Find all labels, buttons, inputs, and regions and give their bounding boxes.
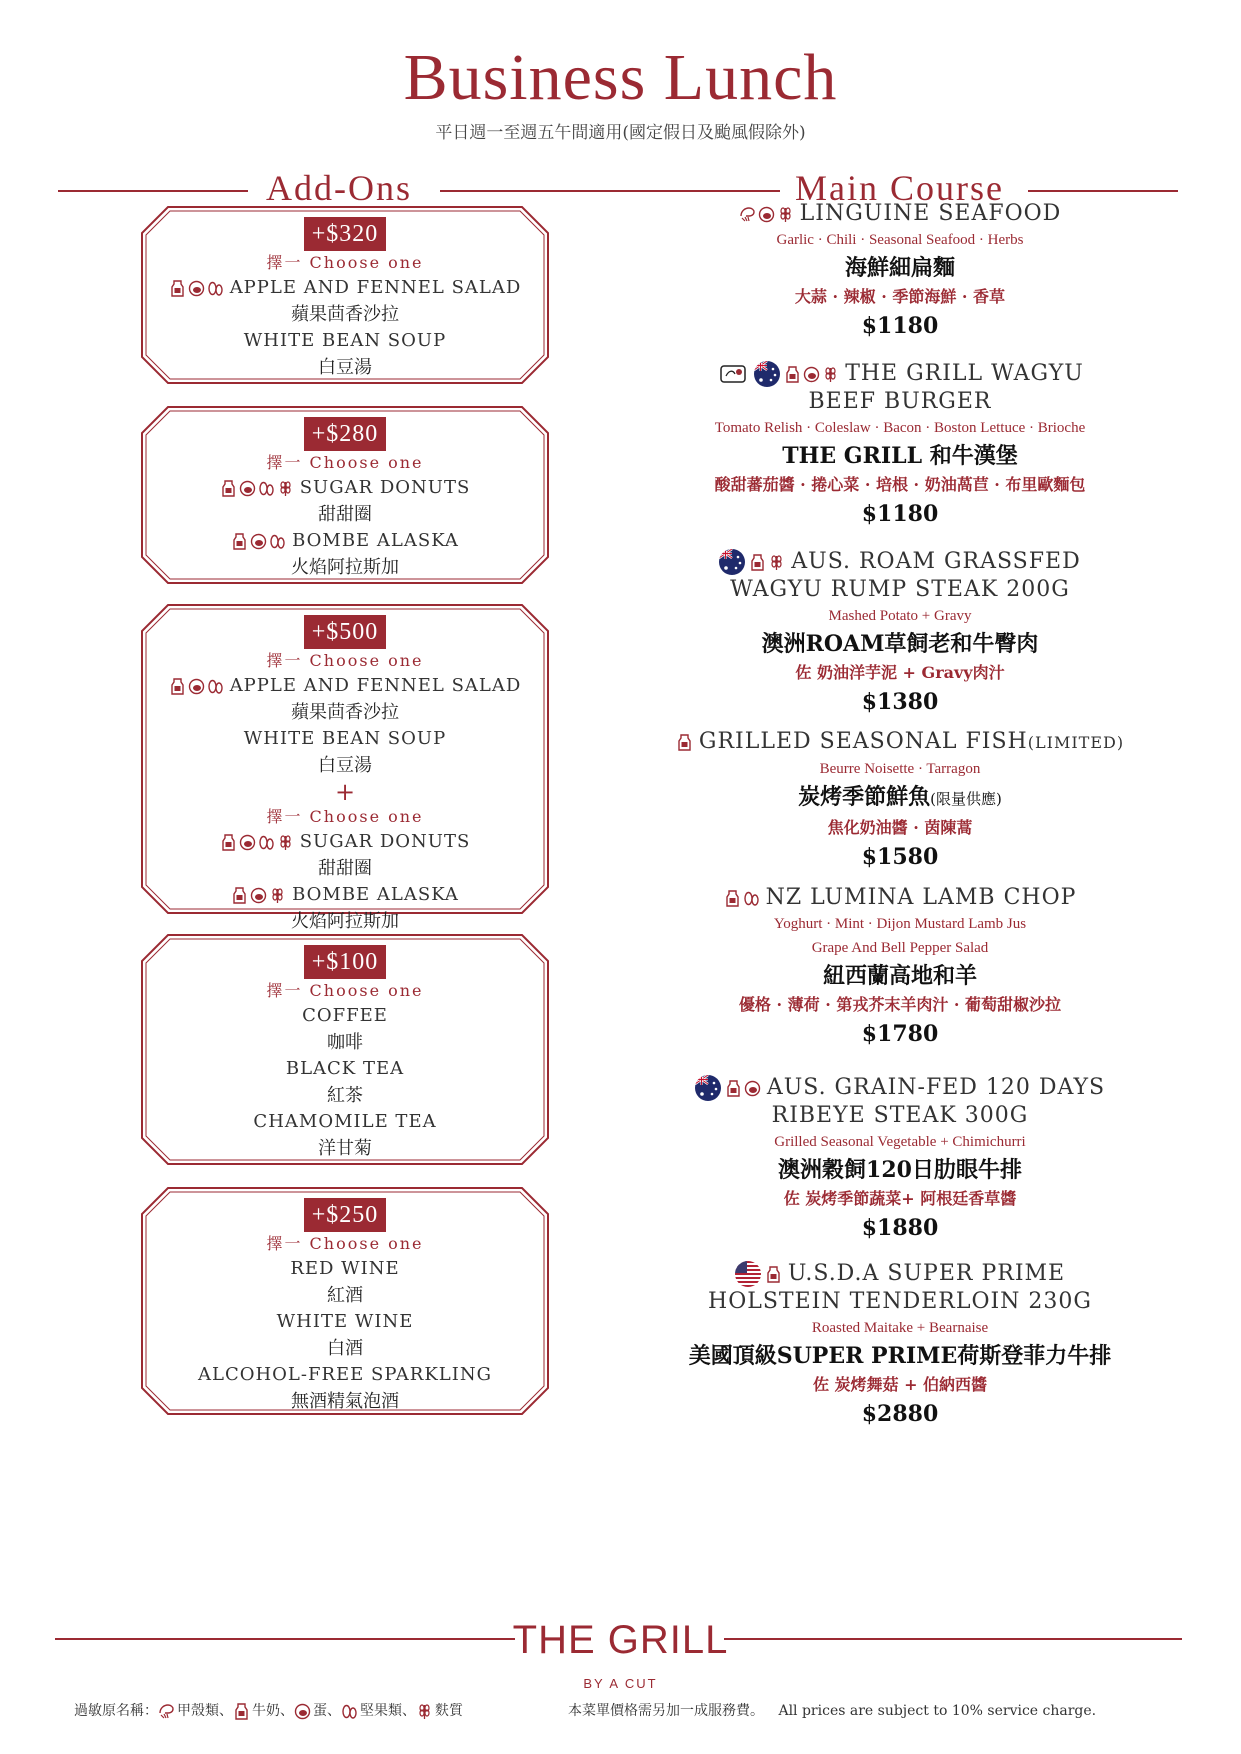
addon-item-zh: 咖啡 xyxy=(327,1032,363,1053)
dish-name-en-text: NZ LUMINA LAMB CHOP xyxy=(765,885,1077,910)
addon-item-en-text: BOMBE ALASKA xyxy=(292,530,459,551)
main-course-item xyxy=(630,1260,1170,1430)
addon-item-zh: 蘋果茴香沙拉 xyxy=(291,304,399,325)
addon-price: +$320 xyxy=(304,217,387,251)
allergen-icons xyxy=(765,1260,784,1288)
milk-icon xyxy=(233,1703,250,1720)
dish-description-en: Beurre Noisette · Tarragon xyxy=(819,761,981,777)
egg-icon xyxy=(758,206,775,223)
dish-description-en: Grape And Bell Pepper Salad xyxy=(811,940,989,956)
allergen-icons xyxy=(749,548,787,576)
dish-name-en xyxy=(630,1074,1170,1102)
dish-description-en: Tomato Relish · Coleslaw · Bacon · Boston Lettuce · Brioche xyxy=(714,420,1086,436)
dish-name-zh-text: 澳洲ROAM草飼老和牛臀肉 xyxy=(761,631,1039,657)
divider-line xyxy=(1028,190,1178,192)
usa-flag xyxy=(735,1261,761,1287)
addon-item-en xyxy=(140,1256,550,1282)
gluten-icon xyxy=(416,1703,433,1720)
choose-one-label: 擇一 Choose one xyxy=(266,253,424,272)
dish-price: $1780 xyxy=(861,1021,939,1047)
dish-price: $2880 xyxy=(861,1401,939,1427)
addon-item-en-text: COFFEE xyxy=(302,1005,388,1026)
logo-sub-text: BY A CUT xyxy=(583,1676,658,1691)
allergen-icons xyxy=(725,1074,763,1102)
main-course-heading: Main Course xyxy=(795,168,1004,208)
dish-price: $1580 xyxy=(861,844,939,870)
addon-item-en xyxy=(140,1309,550,1335)
addon-box xyxy=(140,205,550,385)
australia-flag xyxy=(695,1075,721,1101)
allergen-icons xyxy=(231,882,288,908)
dish-name-zh-text: 澳洲穀飼120日肋眼牛排 xyxy=(778,1157,1022,1183)
limited-note: (LIMITED) xyxy=(1027,733,1125,752)
dish-description-zh: 佐 炭烤季節蔬菜+ 阿根廷香草醬 xyxy=(783,1189,1017,1208)
egg-icon xyxy=(239,480,256,497)
nut-icon xyxy=(207,280,224,297)
milk-icon xyxy=(220,834,237,851)
dish-name-en-text: LINGUINE SEAFOOD xyxy=(799,201,1062,226)
addon-item-en-text: BOMBE ALASKA xyxy=(292,884,459,905)
addon-box xyxy=(140,405,550,585)
allergen-icons xyxy=(724,884,762,912)
allergen-nut-label: 堅果類、 xyxy=(360,1703,416,1719)
dish-name-en xyxy=(630,884,1170,912)
dish-description-zh: 優格 · 薄荷 · 第戎芥末羊肉汁 · 葡萄甜椒沙拉 xyxy=(738,995,1062,1014)
dish-name-en xyxy=(630,1260,1170,1288)
addon-item-en xyxy=(140,1109,550,1135)
dish-name-zh-text: 美國頂級SUPER PRIME荷斯登菲力牛排 xyxy=(688,1343,1112,1369)
main-course-item xyxy=(630,728,1170,873)
dish-name-en-text: AUS. ROAM GRASSFED xyxy=(791,549,1081,574)
dish-name-zh xyxy=(630,960,1170,992)
plus-sign: + xyxy=(334,778,356,806)
addon-item-zh: 蘋果茴香沙拉 xyxy=(291,702,399,723)
milk-icon xyxy=(169,678,186,695)
logo-main-text: THE GRILL xyxy=(512,1618,729,1662)
addon-item-en xyxy=(140,673,550,699)
brand-logo xyxy=(0,1618,1241,1691)
egg-icon xyxy=(239,834,256,851)
dish-description-en: Mashed Potato + Gravy xyxy=(828,608,972,624)
addon-item-en-text: SUGAR DONUTS xyxy=(299,831,471,852)
signature-badge xyxy=(716,361,750,387)
choose-one-label: 擇一 Choose one xyxy=(266,981,424,1000)
addon-item-zh: 洋甘菊 xyxy=(318,1138,372,1159)
dish-name-zh-text: 紐西蘭高地和羊 xyxy=(822,963,977,989)
egg-icon xyxy=(250,533,267,550)
page-title: Business Lunch xyxy=(403,41,838,114)
addon-item-zh: 紅酒 xyxy=(327,1285,363,1306)
dish-name-en-text: U.S.D.A SUPER PRIME xyxy=(787,1261,1066,1286)
dish-name-zh xyxy=(630,1154,1170,1186)
limited-note-zh: (限量供應) xyxy=(930,790,1002,808)
dish-name-zh xyxy=(630,628,1170,660)
dish-name-en xyxy=(630,360,1170,388)
addon-item-en-text: ALCOHOL-FREE SPARKLING xyxy=(198,1364,492,1385)
milk-icon xyxy=(220,480,237,497)
milk-icon xyxy=(724,890,741,907)
main-course-item xyxy=(630,884,1170,1050)
nut-icon xyxy=(258,480,275,497)
addon-item-zh: 火焰阿拉斯加 xyxy=(291,557,399,578)
dish-description-zh: 佐 炭烤舞菇 + 伯納西醬 xyxy=(812,1375,988,1394)
addon-item-en xyxy=(140,726,550,752)
main-course-item xyxy=(630,548,1170,718)
addon-item-en xyxy=(140,882,550,908)
dish-name-zh xyxy=(630,252,1170,284)
dish-name-en-text: RIBEYE STEAK 300G xyxy=(771,1103,1029,1128)
dish-description-en: Yoghurt · Mint · Dijon Mustard Lamb Jus xyxy=(773,916,1027,932)
addon-item-zh: 甜甜圈 xyxy=(318,504,372,525)
addon-item-en xyxy=(140,528,550,554)
dish-name-en-text: BEEF BURGER xyxy=(808,389,992,414)
dish-name-en xyxy=(630,576,1170,604)
dish-price: $1880 xyxy=(861,1215,939,1241)
gluten-icon xyxy=(777,206,794,223)
egg-icon xyxy=(744,1080,761,1097)
milk-icon xyxy=(231,533,248,550)
nut-icon xyxy=(743,890,760,907)
addon-price: +$250 xyxy=(304,1198,387,1232)
milk-icon xyxy=(676,734,693,751)
milk-icon xyxy=(784,366,801,383)
addon-item-en xyxy=(140,829,550,855)
dish-description-en: Grilled Seasonal Vegetable + Chimichurri xyxy=(774,1134,1026,1150)
milk-icon xyxy=(169,280,186,297)
addon-item-en xyxy=(140,475,550,501)
dish-description-en: Garlic · Chili · Seasonal Seafood · Herbs xyxy=(776,232,1024,248)
shellfish-icon xyxy=(739,206,756,223)
nut-icon xyxy=(207,678,224,695)
nut-icon xyxy=(269,533,286,550)
dish-name-en-text: WAGYU RUMP STEAK 200G xyxy=(730,577,1070,602)
main-course-item xyxy=(630,200,1170,342)
dish-description-zh: 佐 奶油洋芋泥 + Gravy肉汁 xyxy=(795,663,1005,682)
allergen-icons xyxy=(784,360,841,388)
dish-name-en xyxy=(630,548,1170,576)
dish-name-en xyxy=(630,728,1170,757)
milk-icon xyxy=(725,1080,742,1097)
allergen-icons xyxy=(169,673,226,699)
addons-heading: Add-Ons xyxy=(266,168,412,208)
allergen-gluten-label: 麩質 xyxy=(435,1703,463,1719)
addon-item-en xyxy=(140,328,550,354)
divider-line xyxy=(440,190,780,192)
main-course-item xyxy=(630,1074,1170,1244)
dish-name-en xyxy=(630,200,1170,228)
australia-flag xyxy=(719,549,745,575)
nut-icon xyxy=(341,1703,358,1720)
addon-item-en xyxy=(140,1003,550,1029)
dish-name-zh-text: 海鮮細扁麵 xyxy=(844,255,955,281)
dish-name-zh-text: THE GRILL 和牛漢堡 xyxy=(782,443,1018,469)
allergen-milk-label: 牛奶、 xyxy=(252,1703,294,1719)
choose-one-label: 擇一 Choose one xyxy=(266,1234,424,1253)
dish-name-zh-text: 炭烤季節鮮魚 xyxy=(798,784,931,810)
service-charge-note xyxy=(568,1700,1096,1720)
service-charge-en: All prices are subject to 10% service charge. xyxy=(778,1703,1097,1719)
allergen-icons xyxy=(220,475,296,501)
dish-name-en xyxy=(630,388,1170,416)
shellfish-icon xyxy=(158,1703,175,1720)
main-course-item xyxy=(630,360,1170,530)
allergen-icons xyxy=(169,275,226,301)
milk-icon xyxy=(231,887,248,904)
addon-price: +$280 xyxy=(304,417,387,451)
australia-flag xyxy=(754,361,780,387)
service-charge-zh: 本菜單價格需另加一成服務費。 xyxy=(568,1703,764,1719)
gluten-icon xyxy=(269,887,286,904)
choose-one-label: 擇一 Choose one xyxy=(266,807,424,826)
addon-item-en xyxy=(140,1056,550,1082)
dish-description-en: Roasted Maitake + Bearnaise xyxy=(811,1320,989,1336)
addon-item-en-text: WHITE WINE xyxy=(276,1311,414,1332)
egg-icon xyxy=(250,887,267,904)
allergen-shellfish-label: 甲殼類、 xyxy=(177,1703,233,1719)
addon-box xyxy=(140,603,550,932)
allergen-legend xyxy=(74,1700,463,1720)
egg-icon xyxy=(188,678,205,695)
addon-item-zh: 白酒 xyxy=(327,1338,363,1359)
addon-item-en xyxy=(140,275,550,301)
addon-item-zh: 白豆湯 xyxy=(318,755,372,776)
dish-price: $1180 xyxy=(861,501,939,527)
addon-item-en-text: RED WINE xyxy=(290,1258,400,1279)
addon-price: +$100 xyxy=(304,945,387,979)
addon-item-zh: 火焰阿拉斯加 xyxy=(291,911,399,932)
dish-name-en-text: AUS. GRAIN-FED 120 DAYS xyxy=(766,1075,1106,1100)
addon-item-en-text: WHITE BEAN SOUP xyxy=(243,330,447,351)
allergen-icons xyxy=(739,200,796,228)
egg-icon xyxy=(294,1703,311,1720)
dish-name-en-text: GRILLED SEASONAL FISH xyxy=(698,729,1028,754)
dish-description-zh: 大蒜 · 辣椒 · 季節海鮮 · 香草 xyxy=(794,287,1006,306)
addon-item-en-text: BLACK TEA xyxy=(285,1058,405,1079)
addon-box xyxy=(140,933,550,1166)
gluten-icon xyxy=(277,480,294,497)
choose-one-label: 擇一 Choose one xyxy=(266,651,424,670)
dish-name-zh xyxy=(630,1340,1170,1372)
dish-description-zh: 酸甜蕃茄醬 · 捲心菜 · 培根 · 奶油萵苣 · 布里歐麵包 xyxy=(714,475,1086,494)
allergen-icons xyxy=(676,728,695,756)
allergen-icons xyxy=(231,528,288,554)
addon-item-en-text: CHAMOMILE TEA xyxy=(253,1111,437,1132)
addon-item-zh: 紅茶 xyxy=(327,1085,363,1106)
dish-name-en xyxy=(630,1288,1170,1316)
gluten-icon xyxy=(768,554,785,571)
dish-name-zh xyxy=(630,440,1170,472)
divider-line xyxy=(58,190,248,192)
egg-icon xyxy=(188,280,205,297)
addon-item-zh: 甜甜圈 xyxy=(318,858,372,879)
dish-name-en-text: HOLSTEIN TENDERLOIN 230G xyxy=(708,1289,1092,1314)
page-subtitle: 平日週一至週五午間適用(國定假日及颱風假除外) xyxy=(435,123,806,143)
dish-name-en-text: THE GRILL WAGYU xyxy=(845,361,1084,386)
addon-item-zh: 白豆湯 xyxy=(318,357,372,378)
nut-icon xyxy=(258,834,275,851)
addon-item-en-text: APPLE AND FENNEL SALAD xyxy=(229,675,522,696)
egg-icon xyxy=(803,366,820,383)
dish-name-zh xyxy=(630,781,1170,815)
addon-box xyxy=(140,1186,550,1416)
gluten-icon xyxy=(822,366,839,383)
addon-item-en-text: APPLE AND FENNEL SALAD xyxy=(229,277,522,298)
milk-icon xyxy=(749,554,766,571)
addon-item-zh: 無酒精氣泡酒 xyxy=(291,1391,399,1412)
addon-price: +$500 xyxy=(304,615,387,649)
dish-price: $1180 xyxy=(861,313,939,339)
milk-icon xyxy=(765,1266,782,1283)
dish-name-en xyxy=(630,1102,1170,1130)
allergen-egg-label: 蛋、 xyxy=(313,1703,341,1719)
dish-price: $1380 xyxy=(861,689,939,715)
gluten-icon xyxy=(277,834,294,851)
addon-item-en-text: WHITE BEAN SOUP xyxy=(243,728,447,749)
allergen-legend-label: 過敏原名稱： xyxy=(74,1703,158,1719)
choose-one-label: 擇一 Choose one xyxy=(266,453,424,472)
allergen-icons xyxy=(220,829,296,855)
dish-description-zh: 焦化奶油醬 · 茵陳蒿 xyxy=(827,818,973,837)
addon-item-en xyxy=(140,1362,550,1388)
addon-item-en-text: SUGAR DONUTS xyxy=(299,477,471,498)
